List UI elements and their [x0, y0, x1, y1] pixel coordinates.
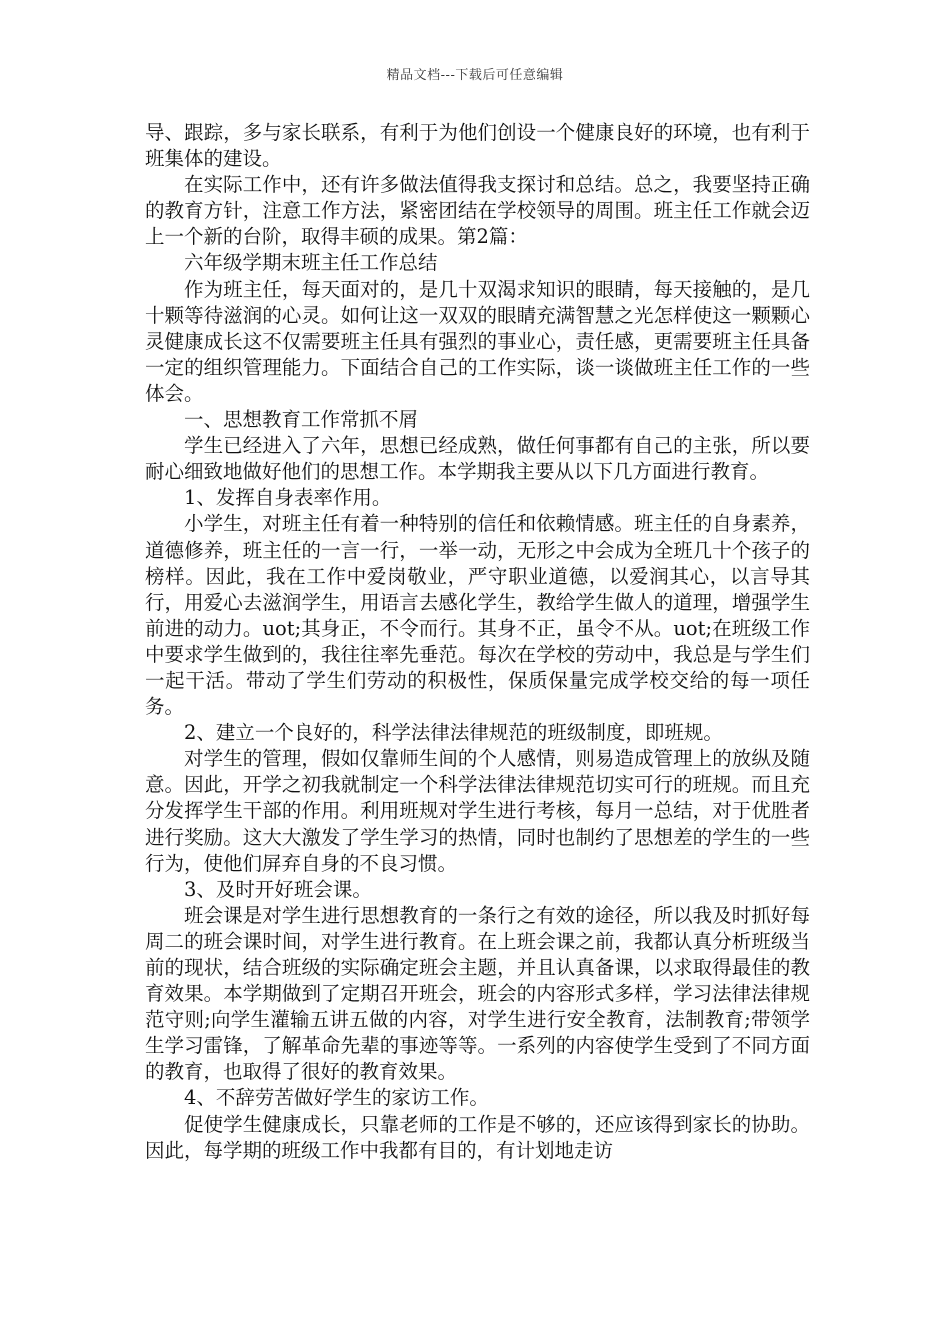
- section-heading: 一、思想教育工作常抓不屑: [184, 408, 419, 432]
- section-title: 六年级学期末班主任工作总结: [184, 251, 438, 275]
- paragraph: 促使学生健康成长，只靠老师的工作是不够的，还应该得到家长的协助。因此，每学期的班级工作中我都有目的，有计划地走访: [145, 1112, 810, 1162]
- paragraph: 班会课是对学生进行思想教育的一条行之有效的途径，所以我及时抓好每周二的班会课时间，对学生进行教育。在上班会课之前，我都认真分析班级当前的现状，结合班级的实际确定班会主题，并且认真备课，以求取得最佳的教育效果。本学期做到了定期召开班会，班会的内容形式多样，学习法律法律规范守则;向学生灌输五讲五做的内容，对学生进行安全教育，法制教育;带领学生学习雷锋，了解革命先辈的事迹等等。一系列的内容使学生受到了不同方面的教育，也取得了很好的教育效果。: [145, 903, 810, 1084]
- paragraph: 在实际工作中，还有许多做法值得我支探讨和总结。总之，我要坚持正确的教育方针，注意工作方法，紧密团结在学校领导的周围。班主任工作就会迈上一个新的台阶，取得丰硕的成果。第2篇：: [145, 173, 810, 249]
- paragraph: 导、跟踪，多与家长联系，有利于为他们创设一个健康良好的环境，也有利于班集体的建设。: [145, 121, 810, 171]
- document-body: [145, 120, 810, 1164]
- paragraph: 小学生，对班主任有着一种特别的信任和依赖情感。班主任的自身素养，道德修养，班主任的一言一行，一举一动，无形之中会成为全班几十个孩子的榜样。因此，我在工作中爱岗敬业，严守职业道德，以爱润其心，以言导其行，用爱心去滋润学生，用语言去感化学生，教给学生做人的道理，增强学生前进的动力。uot;其身正，不令而行。其身不正，虽令不从。uot;在班级工作中要求学生做到的，我往往率先垂范。每次在学校的劳动中，我总是与学生们一起干活。带动了学生们劳动的积极性，保质保量完成学校交给的每一项任务。: [145, 512, 810, 719]
- subheading: 3、及时开好班会课。: [184, 877, 372, 901]
- page-header: 精品文档---下载后可任意编辑: [386, 68, 564, 83]
- paragraph: 对学生的管理，假如仅靠师生间的个人感情，则易造成管理上的放纵及随意。因此，开学之初我就制定一个科学法律法律规范切实可行的班规。而且充分发挥学生干部的作用。利用班规对学生进行考核，每月一总结，对于优胜者进行奖励。这大大激发了学生学习的热情，同时也制约了思想差的学生的一些行为，使他们屏弃自身的不良习惯。: [145, 747, 810, 875]
- subheading: 4、不辞劳苦做好学生的家访工作。: [184, 1086, 489, 1110]
- paragraph: 学生已经进入了六年，思想已经成熟，做任何事都有自己的主张，所以要耐心细致地做好他们的思想工作。本学期我主要从以下几方面进行教育。: [145, 434, 810, 484]
- subheading: 2、建立一个良好的，科学法律法律规范的班级制度，即班规。: [184, 721, 723, 745]
- subheading: 1、发挥自身表率作用。: [184, 486, 392, 510]
- paragraph: 作为班主任，每天面对的，是几十双渴求知识的眼睛，每天接触的，是几十颗等待滋润的心灵。如何让这一双双的眼睛充满智慧之光怎样使这一颗颗心灵健康成长这不仅需要班主任具有强烈的事业心，责任感，更需要班主任具备一定的组织管理能力。下面结合自己的工作实际，谈一谈做班主任工作的一些体会。: [145, 277, 810, 405]
